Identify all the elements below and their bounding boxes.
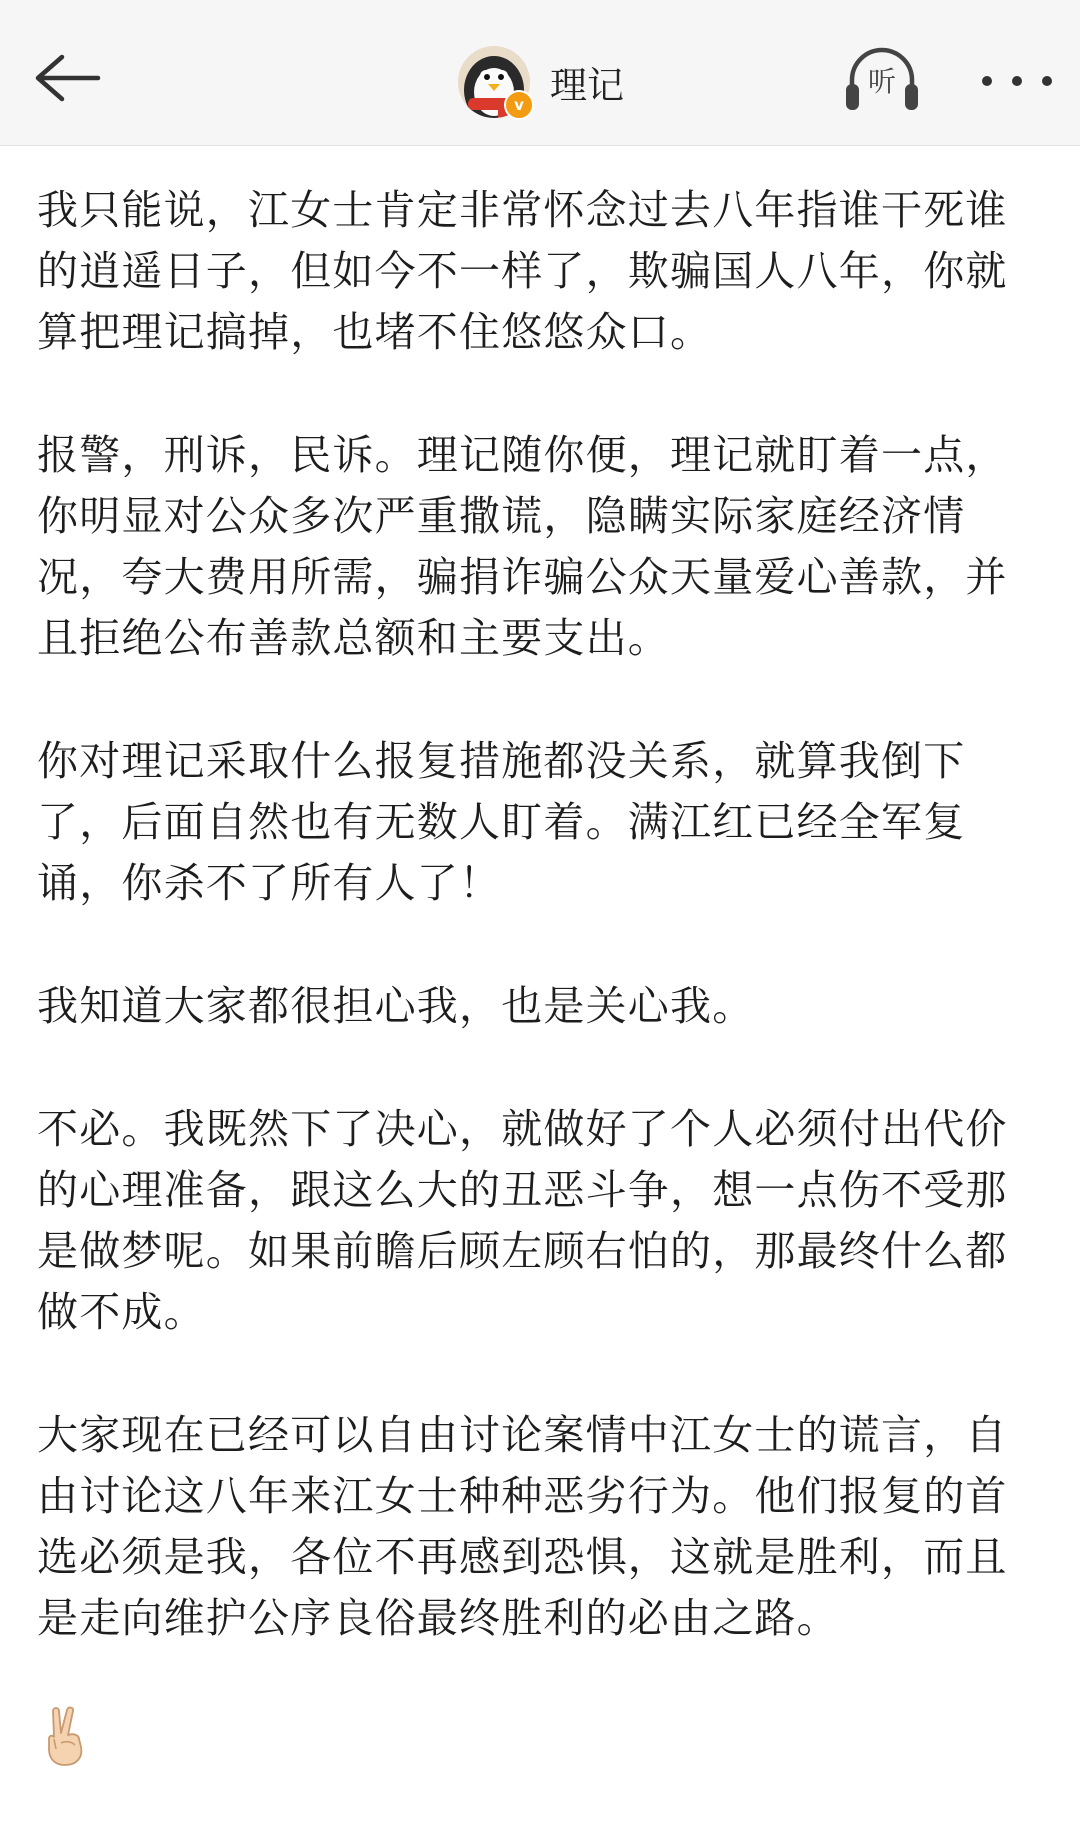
victory-hand-emoji [37, 1705, 93, 1767]
post-paragraph: 不必。我既然下了决心，就做好了个人必须付出代价的心理准备，跟这么大的丑恶斗争，想一点伤不受那是做梦呢。如果前瞻后顾左顾右怕的，那最终什么都做不成。 [37, 1105, 1008, 1336]
verified-badge: v [504, 90, 534, 120]
listen-label: 听 [867, 65, 896, 98]
post-paragraph: 我只能说，江女士肯定非常怀念过去八年指谁干死谁的逍遥日子，但如今不一样了，欺骗国人八年，你就算把理记搞掉，也堵不住悠悠众口。 [37, 186, 1008, 356]
more-dots-icon [972, 56, 1062, 106]
back-button[interactable] [22, 42, 112, 114]
account-header[interactable] [458, 42, 624, 122]
post-paragraph: 报警，刑诉，民诉。理记随你便，理记就盯着一点，你明显对公众多次严重撒谎，隐瞒实际家庭经济情况，夸大费用所需，骗捐诈骗公众天量爱心善款，并且拒绝公布善款总额和主要支出。 [37, 431, 1008, 662]
top-navigation-bar [0, 0, 1080, 146]
account-avatar[interactable] [458, 46, 530, 118]
post-body [37, 180, 1047, 1767]
post-paragraph: 我知道大家都很担心我，也是关心我。 [37, 982, 755, 1030]
post-paragraph: 你对理记采取什么报复措施都没关系，就算我倒下了，后面自然也有无数人盯着。满江红已经全军复诵，你杀不了所有人了！ [37, 737, 966, 907]
more-options-button[interactable] [972, 56, 1062, 106]
account-name[interactable]: 理记 [550, 64, 624, 107]
listen-button[interactable] [842, 44, 922, 116]
post-paragraph: 大家现在已经可以自由讨论案情中江女士的谎言，自由讨论这八年来江女士种种恶劣行为。他们报复的首选必须是我，各位不再感到恐惧，这就是胜利，而且是走向维护公序良俗最终胜利的必由之路。 [37, 1411, 1008, 1642]
back-arrow-icon [32, 53, 102, 103]
